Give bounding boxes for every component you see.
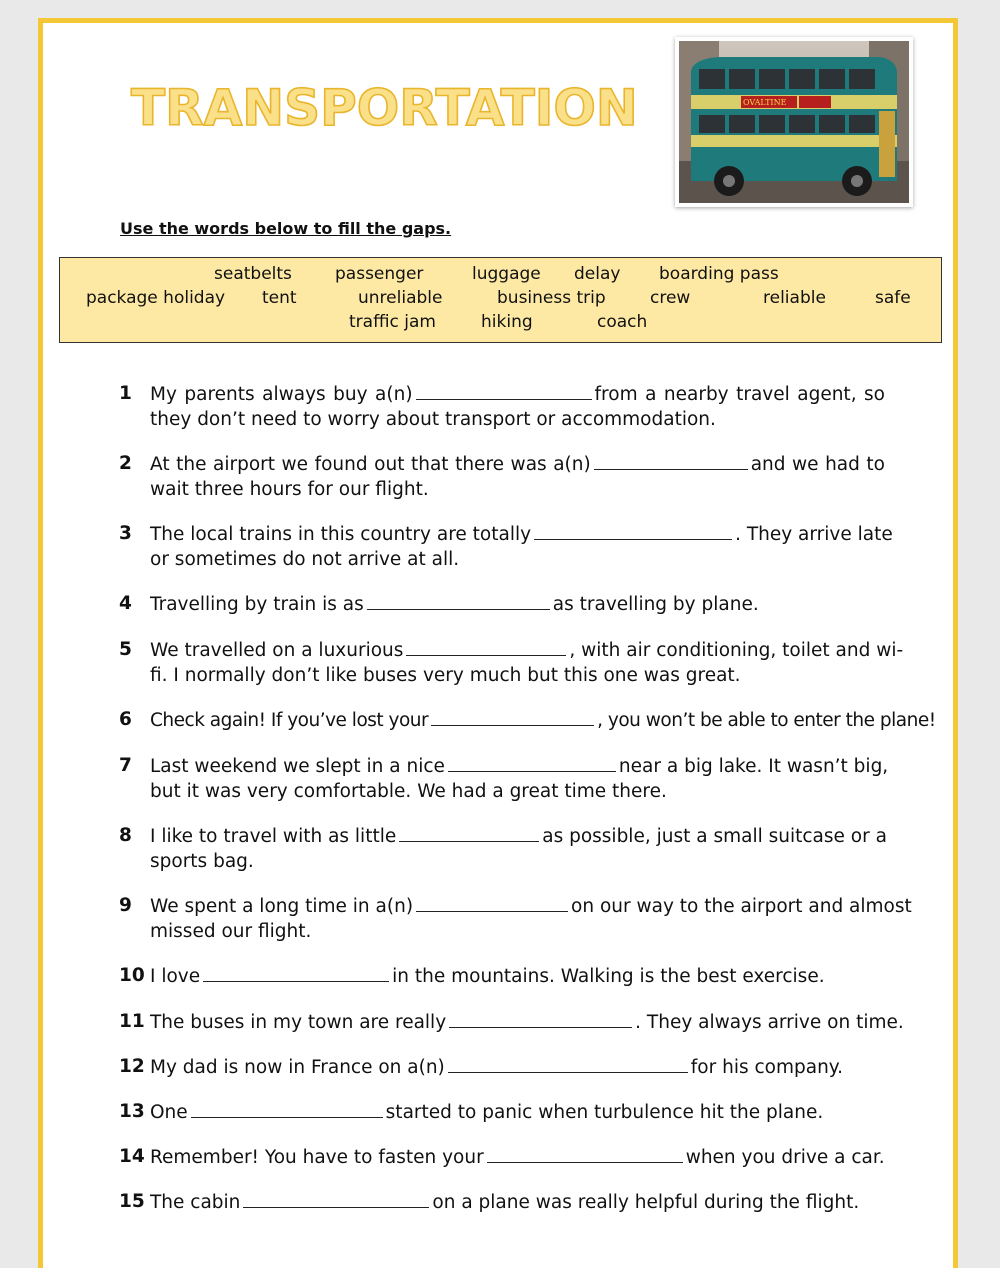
- question-text: but it was very comfortable. We had a great time there.: [150, 781, 667, 802]
- question-text: , with air conditioning, toilet and wi-: [569, 640, 904, 661]
- word-bank-item: seatbelts: [214, 264, 292, 284]
- answer-blank[interactable]: [191, 1099, 383, 1118]
- answer-blank[interactable]: [399, 823, 539, 842]
- question-number: 8: [119, 825, 132, 846]
- word-bank-item: coach: [597, 312, 648, 332]
- question-number: 15: [119, 1191, 145, 1212]
- word-bank-item: delay: [574, 264, 621, 284]
- question-number: 10: [119, 965, 145, 986]
- question-text: Remember! You have to fasten your: [150, 1147, 484, 1168]
- question-text: The buses in my town are really: [150, 1012, 447, 1033]
- word-bank-item: reliable: [763, 288, 826, 308]
- question-text: Check again! If you’ve lost your: [150, 710, 429, 731]
- question-text: on a plane was really helpful during the flight.: [432, 1192, 860, 1213]
- question-number: 14: [119, 1146, 145, 1167]
- question-text: sports bag.: [150, 851, 254, 872]
- word-bank-item: business trip: [497, 288, 606, 308]
- question-text: My parents always buy a(n): [150, 384, 413, 405]
- question-text: , you won’t be able to enter the plane!: [597, 710, 936, 731]
- answer-blank[interactable]: [416, 893, 568, 912]
- question-number: 7: [119, 755, 132, 776]
- question-text: started to panic when turbulence hit the plane.: [385, 1102, 824, 1123]
- question-text: as travelling by plane.: [552, 594, 759, 615]
- question-text: The cabin: [150, 1192, 241, 1213]
- question-text: . They always arrive on time.: [635, 1012, 904, 1033]
- word-bank-item: hiking: [481, 312, 533, 332]
- question-text: At the airport we found out that there was a(n): [150, 454, 591, 475]
- answer-blank[interactable]: [449, 1009, 632, 1028]
- word-bank-item: package holiday: [86, 288, 226, 308]
- word-bank-item: crew: [650, 288, 691, 308]
- bus-sign-text: OVALTINE: [743, 98, 787, 107]
- question-text: in the mountains. Walking is the best exercise.: [392, 966, 825, 987]
- question-text: I like to travel with as little: [150, 826, 397, 847]
- answer-blank[interactable]: [448, 1054, 688, 1073]
- word-bank-item: luggage: [472, 264, 541, 284]
- question-number: 12: [119, 1056, 145, 1077]
- word-bank-item: safe: [875, 288, 911, 308]
- question-text: they don’t need to worry about transport or accommodation.: [150, 409, 716, 430]
- question-text: I love: [150, 966, 201, 987]
- answer-blank[interactable]: [431, 707, 594, 726]
- question-number: 4: [119, 593, 132, 614]
- answer-blank[interactable]: [367, 591, 550, 610]
- question-number: 1: [119, 383, 132, 404]
- answer-blank[interactable]: [487, 1144, 683, 1163]
- question-text: fi. I normally don’t like buses very much but this one was great.: [150, 665, 741, 686]
- word-bank-item: boarding pass: [659, 264, 779, 284]
- question-text: Travelling by train is as: [150, 594, 364, 615]
- worksheet: [38, 18, 958, 1268]
- question-text: The local trains in this country are totally: [150, 524, 532, 545]
- answer-blank[interactable]: [203, 963, 389, 982]
- question-text: missed our flight.: [150, 921, 312, 942]
- question-text: and we had to: [750, 454, 885, 475]
- question-text: wait three hours for our flight.: [150, 479, 429, 500]
- question-text: for his company.: [690, 1057, 843, 1078]
- answer-blank[interactable]: [594, 451, 748, 470]
- answer-blank[interactable]: [534, 521, 732, 540]
- question-text: We spent a long time in a(n): [150, 896, 414, 917]
- bus-photo: [675, 37, 913, 207]
- word-bank-item: traffic jam: [349, 312, 436, 332]
- question-text: from a nearby travel agent, so: [594, 384, 886, 405]
- word-bank-item: passenger: [335, 264, 424, 284]
- question-text: . They arrive late: [735, 524, 893, 545]
- question-text: or sometimes do not arrive at all.: [150, 549, 460, 570]
- instruction-text: Use the words below to fill the gaps.: [120, 219, 452, 238]
- question-text: Last weekend we slept in a nice: [150, 756, 445, 777]
- answer-blank[interactable]: [416, 381, 592, 400]
- question-text: near a big lake. It wasn’t big,: [618, 756, 889, 777]
- question-text: One: [150, 1102, 188, 1123]
- question-number: 11: [119, 1011, 145, 1032]
- question-text: when you drive a car.: [685, 1147, 885, 1168]
- answer-blank[interactable]: [448, 753, 616, 772]
- word-bank-item: unreliable: [358, 288, 443, 308]
- word-bank-item: tent: [262, 288, 297, 308]
- word-bank: [59, 257, 942, 343]
- question-number: 2: [119, 453, 132, 474]
- question-number: 5: [119, 639, 132, 660]
- question-number: 13: [119, 1101, 145, 1122]
- double-decker-bus-image: [679, 41, 909, 203]
- question-number: 6: [119, 709, 132, 730]
- page-title: TRANSPORTATION: [131, 79, 638, 137]
- question-text: My dad is now in France on a(n): [150, 1057, 445, 1078]
- question-number: 3: [119, 523, 132, 544]
- question-text: on our way to the airport and almost: [571, 896, 912, 917]
- question-text: as possible, just a small suitcase or a: [542, 826, 887, 847]
- question-text: We travelled on a luxurious: [150, 640, 404, 661]
- answer-blank[interactable]: [406, 637, 566, 656]
- answer-blank[interactable]: [243, 1189, 429, 1208]
- question-number: 9: [119, 895, 132, 916]
